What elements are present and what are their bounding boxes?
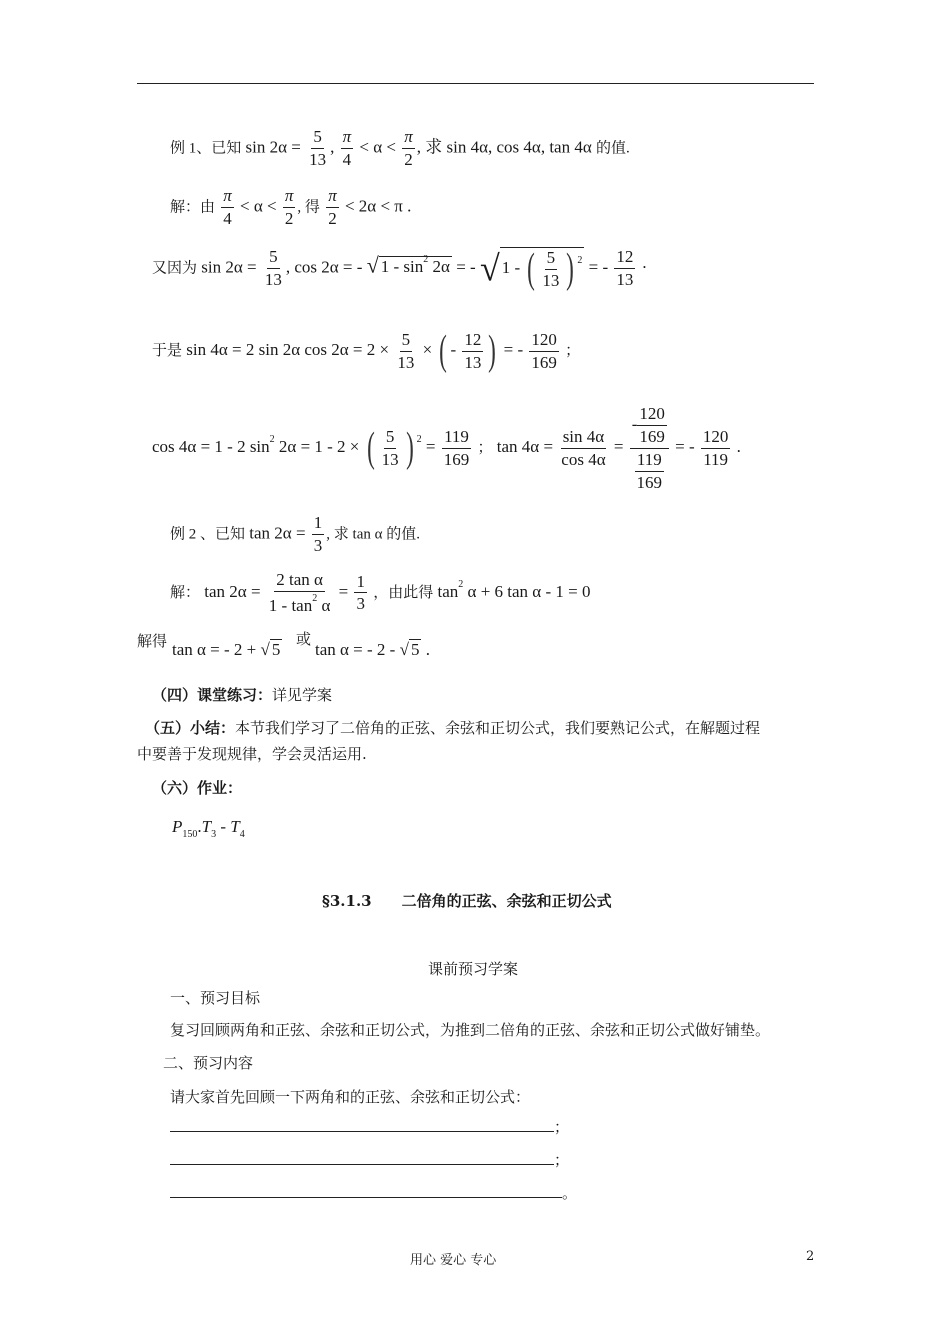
sqrt-text: 1 - — [501, 257, 521, 277]
denominator: 13 — [309, 149, 327, 169]
tail-text: 的值. — [596, 140, 630, 157]
end: . — [425, 640, 430, 659]
numerator: 5 — [311, 128, 324, 149]
t1-sub: 3 — [211, 829, 217, 840]
two-alpha: 2α — [432, 257, 450, 277]
tan2a: tan 2α = — [249, 523, 306, 543]
solution2-line — [170, 571, 590, 615]
denominator: 4 — [342, 149, 352, 169]
blank-line-2[interactable] — [170, 1148, 569, 1170]
frac-pi-4 — [341, 128, 354, 169]
inequality: < 2α < π — [344, 196, 403, 216]
numerator: 12 — [614, 248, 635, 269]
section6-heading: （六）作业： — [152, 779, 243, 797]
answer-line — [172, 640, 282, 660]
end: · — [641, 257, 648, 277]
denominator: 2 — [328, 208, 337, 228]
left-paren: ( — [439, 328, 448, 374]
t2-sub: 4 — [239, 829, 245, 840]
sqrt-text: 1 - sin — [380, 257, 424, 277]
times: × — [422, 339, 433, 359]
preview-paragraph1: 复习回顾两角和正弦、余弦和正切公式，为推到二倍角的正弦、余弦和正切公式做好铺垫。 — [170, 1021, 771, 1039]
p-sub: 150 — [182, 829, 198, 840]
answer-prefix: 解得 — [137, 632, 168, 650]
exponent: 2 — [416, 434, 422, 446]
frac-5-13 — [380, 428, 401, 469]
example2-line — [170, 514, 420, 555]
left-paren: ( — [366, 425, 375, 472]
numerator: 120 — [637, 405, 667, 426]
sin4a-line — [152, 330, 580, 372]
frac-119-169 — [635, 451, 665, 492]
targets: sin 4α, cos 4α, tan 4α — [446, 137, 592, 157]
preview-paragraph2: 请大家首先回顾一下两角和的正弦、余弦和正切公式： — [170, 1088, 531, 1106]
sqrt-body: 5 — [410, 640, 420, 659]
answer-line2 — [315, 640, 430, 660]
denominator: 169 — [531, 352, 557, 372]
page-number: 2 — [806, 1249, 815, 1264]
frac-5-13 — [395, 331, 416, 372]
equals-neg: = - — [675, 437, 695, 457]
p: P — [172, 817, 183, 836]
solution1-line — [170, 187, 411, 228]
blank-line-3[interactable] — [170, 1181, 577, 1203]
frac-5-13 — [540, 249, 561, 290]
numerator: 2 tan α — [274, 571, 325, 592]
get-text: , 得 — [297, 199, 320, 216]
den-alpha: α — [321, 595, 331, 615]
frac-2tan — [267, 571, 333, 615]
blank-end: 。 — [562, 1184, 578, 1202]
den-text: 1 - tan — [268, 595, 313, 615]
sqrt-icon: √ — [366, 252, 379, 278]
denominator: 13 — [542, 270, 560, 290]
inequality: < α < — [359, 137, 396, 157]
frac-120-169 — [637, 405, 667, 446]
ask-text: , 求 — [416, 137, 443, 157]
numerator: 5 — [267, 248, 280, 269]
tan2a: tan 2α = — [204, 581, 261, 601]
numerator: 5 — [545, 249, 558, 270]
numerator: 120 — [701, 428, 731, 449]
end: ； — [565, 342, 581, 359]
denominator: 169 — [636, 472, 663, 492]
sin2a: sin 2α = — [201, 257, 257, 277]
right-paren: ) — [566, 246, 575, 292]
equals: = — [338, 581, 349, 601]
neg: - — [450, 339, 457, 359]
solution2-label: 解： — [170, 584, 201, 601]
frac-120-119 — [701, 428, 731, 469]
exponent: 2 — [312, 592, 318, 604]
section4 — [152, 684, 332, 705]
equals-neg: = - — [588, 257, 609, 277]
separator: ； — [477, 440, 493, 457]
dot: . — [197, 817, 202, 836]
numerator: 5 — [400, 331, 413, 352]
denominator: 13 — [397, 352, 415, 372]
cos4a-expr2: 2α = 1 - 2 × — [278, 437, 360, 457]
denominator: 4 — [223, 208, 232, 228]
equals: = — [425, 437, 436, 457]
answer-or: 或 — [296, 630, 312, 648]
header-rule — [137, 83, 814, 84]
compound-numerator — [630, 405, 669, 449]
denominator: 3 — [356, 594, 365, 614]
equals-neg: = - — [456, 257, 476, 277]
numerator: π — [326, 187, 339, 208]
example1-label: 例 1、已知 — [170, 140, 242, 157]
frac-119-169 — [442, 428, 472, 469]
numerator: 1 — [354, 573, 367, 594]
section4-text: 详见学案 — [272, 686, 333, 704]
numerator: 120 — [529, 331, 559, 352]
numerator: π — [221, 187, 234, 208]
denominator: cos 4α — [561, 449, 606, 469]
denominator: 3 — [313, 535, 323, 555]
preview-heading2: 二、预习内容 — [163, 1054, 254, 1072]
example1-line: 例 1、已知 sin 2α = $\frac{5}{13}$ , $\frac{\pi}{4}$ < α < $\frac{\pi}{2}$ , 求 sin 4α, cos 4α, tan 4α 的值. — [170, 127, 630, 169]
end: . — [407, 196, 412, 216]
numerator: π — [402, 128, 415, 149]
fill-blank[interactable] — [170, 1115, 554, 1132]
frac-5-13 — [263, 248, 284, 289]
frac-pi-4 — [221, 187, 234, 228]
inequality: < α < — [240, 196, 277, 216]
cos2a-line — [152, 247, 647, 290]
dash: - — [216, 817, 231, 836]
exponent: 2 — [458, 578, 464, 590]
sin4a-expr: sin 4α = 2 sin 2α cos 2α = 2 × — [186, 339, 390, 359]
frac-pi-2 — [283, 187, 296, 228]
exponent: 2 — [577, 254, 583, 266]
denominator: 169 — [639, 426, 665, 446]
section-title: §3.1.3 二倍角的正弦、余弦和正切公式 — [322, 892, 612, 910]
end: . — [736, 437, 741, 457]
denominator: 13 — [616, 270, 634, 289]
compound-denominator — [633, 449, 667, 492]
frac-sin-cos — [559, 428, 607, 469]
sqrt-icon: √ — [399, 640, 409, 659]
blank-line-1[interactable] — [170, 1115, 569, 1137]
frac-12-13 — [462, 331, 483, 372]
cos4a-expr: cos 4α = 1 - 2 sin — [152, 437, 270, 457]
root1: tan α = - 2 + — [172, 640, 257, 659]
exponent: 2 — [269, 434, 275, 446]
numerator: 5 — [384, 428, 397, 449]
numerator: 119 — [635, 451, 664, 472]
blank-end: ； — [554, 1151, 570, 1169]
solution1-label: 解：由 — [170, 199, 216, 216]
example2-label: 例 2 、已知 — [170, 526, 246, 543]
section5 — [145, 717, 760, 738]
cos4a-tan4a-line — [152, 405, 741, 491]
frac-pi-2 — [402, 128, 415, 169]
sqrt-body — [379, 256, 452, 276]
line4-prefix: 于是 — [152, 342, 183, 359]
t1: T — [201, 817, 212, 836]
denominator: 13 — [381, 449, 399, 469]
denominator — [267, 592, 333, 615]
denominator: 2 — [404, 149, 413, 169]
preview-heading1: 一、预习目标 — [170, 989, 261, 1007]
denominator: 13 — [464, 352, 482, 372]
denominator: 119 — [703, 449, 729, 469]
frac-120-169 — [529, 331, 559, 372]
sqrt-icon: √ — [479, 248, 500, 289]
mid-text: ，由此得 — [373, 584, 434, 601]
numerator: sin 4α — [561, 428, 607, 449]
exponent: 2 — [423, 254, 429, 266]
right-paren: ) — [405, 425, 414, 472]
example1-sin2a: sin 2α = — [245, 137, 301, 157]
numerator: π — [283, 187, 296, 208]
tail-text: , 求 tan α 的值. — [326, 526, 420, 543]
frac-pi-2 — [326, 187, 339, 228]
eq-left: tan — [437, 581, 459, 601]
fill-blank[interactable] — [170, 1181, 562, 1198]
equals-neg: = - — [503, 339, 524, 359]
denominator: 2 — [284, 208, 294, 228]
root2: tan α = - 2 - — [315, 640, 396, 659]
section5-text2: 中要善于发现规律，学会灵活运用. — [137, 745, 367, 763]
numerator: π — [341, 128, 354, 149]
fill-blank[interactable] — [170, 1148, 554, 1165]
frac-1-3 — [354, 573, 367, 614]
frac-5-13 — [307, 128, 328, 169]
cos2a-lhs: , cos 2α = - — [285, 257, 363, 277]
frac-12-13 — [614, 248, 635, 289]
numerator: 1 — [312, 514, 325, 535]
line3-prefix: 又因为 — [152, 260, 198, 277]
compound-fraction — [630, 405, 669, 491]
sqrt-body — [500, 247, 585, 290]
section5-text1: 本节我们学习了二倍角的正弦、余弦和正切公式，我们要熟记公式，在解题过程 — [235, 719, 761, 737]
footer-text: 用心 爱心 专心 — [410, 1253, 497, 1268]
sqrt-icon: √ — [260, 640, 270, 659]
homework — [172, 817, 245, 840]
sqrt-body: 5 — [271, 640, 281, 659]
left-paren: ( — [527, 246, 536, 292]
equals: = — [613, 437, 624, 457]
section4-heading: （四）课堂练习： — [152, 686, 273, 704]
neg: - — [631, 414, 638, 434]
section5-heading: （五）小结： — [145, 719, 236, 737]
eq-right: α + 6 tan α - 1 = 0 — [467, 581, 591, 601]
numerator: 119 — [442, 428, 471, 449]
subtitle: 课前预习学案 — [428, 960, 519, 978]
frac-1-3 — [312, 514, 325, 555]
t2: T — [230, 817, 240, 836]
numerator: 12 — [462, 331, 483, 352]
denominator: 169 — [443, 449, 470, 469]
denominator: 13 — [264, 270, 282, 289]
blank-end: ； — [554, 1118, 570, 1136]
tan4a-expr: tan 4α = — [496, 437, 554, 457]
right-paren: ) — [488, 328, 497, 374]
